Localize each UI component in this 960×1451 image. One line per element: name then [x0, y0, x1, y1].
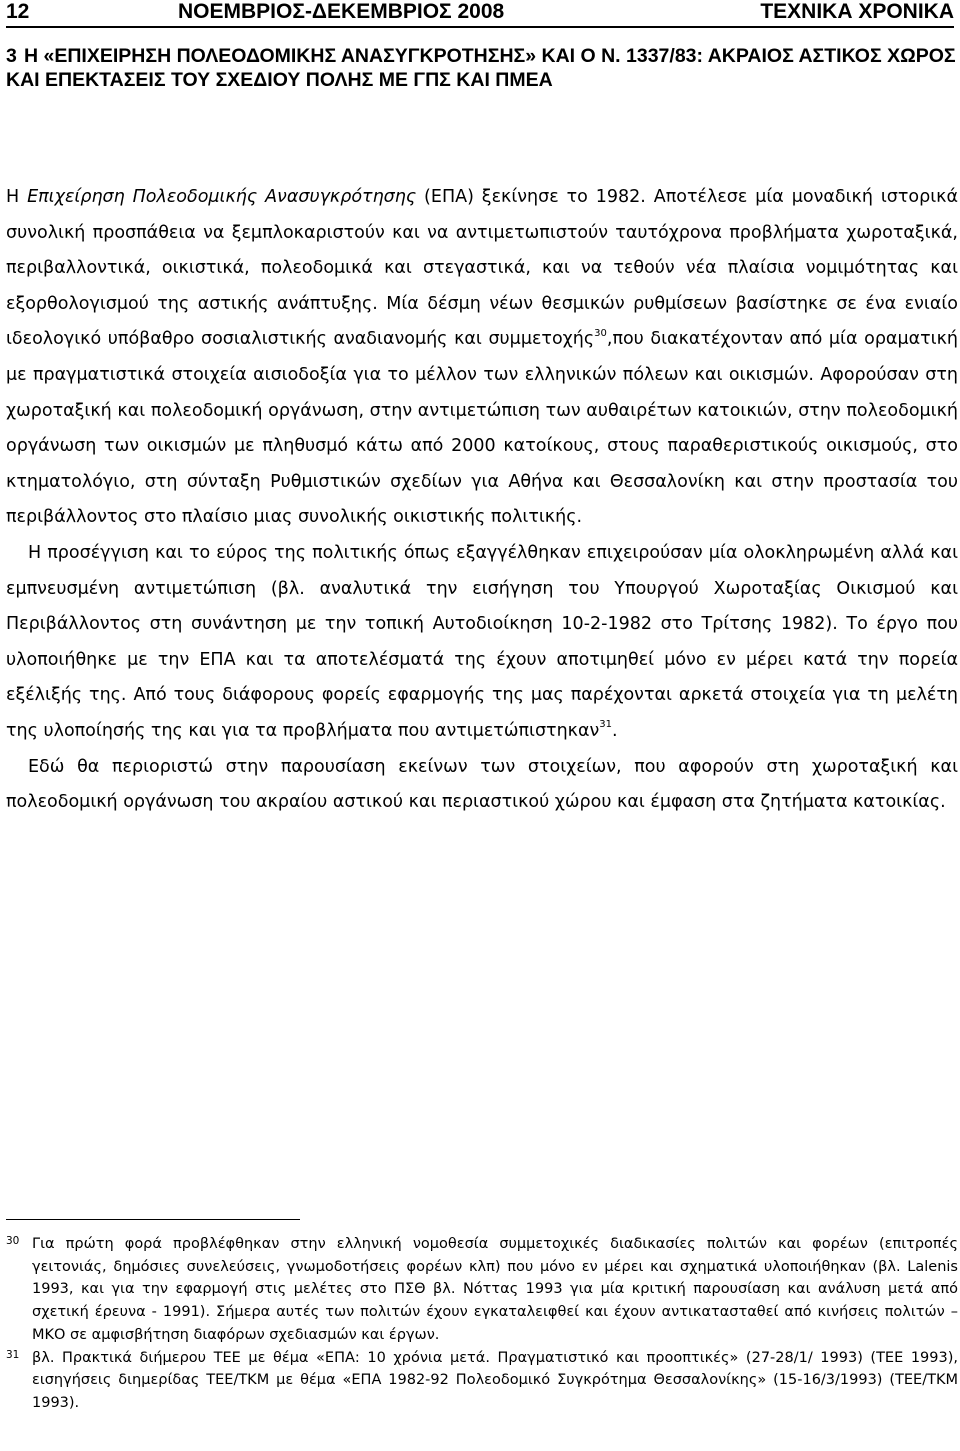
journal-title: ΤΕΧΝΙΚΑ ΧΡΟΝΙΚΑ: [760, 0, 954, 23]
footnotes: [6, 1233, 958, 1415]
paragraph-text: (ΕΠΑ) ξεκίνησε το 1982. Αποτέλεσε μία μοναδική ιστορικά συνολική προσπάθεια να ξεμπλοκαριστούν και να αντιμετωπιστούν ταυτόχρονα προβλήματα χωροταξικά, περιβαλλοντικά, οικιστικά, πολεοδομικά και στεγαστικά, και να τεθούν νέα πλαίσια νομιμότητας και εξορθολογισμού της αστικής ανάπτυξης. Μία δέσμη νέων θεσμικών ρυθμίσεων βασίστηκε σε ένα ενιαίο ιδεολογικό υπόβαθρο σοσιαλιστικής αναδιανομής και συμμετοχής: [6, 187, 958, 350]
footnote-text: βλ. Πρακτικά διήμερου ΤΕΕ με θέμα «ΕΠΑ: 10 χρόνια μετά. Πραγματιστικό και προοπτικές» (27-28/1/ 1993) (ΤΕΕ 1993), εισηγήσεις διημερίδας ΤΕΕ/ΤΚΜ με θέμα «ΕΠΑ 1982-92 Πολεοδομικό Συγκρότημα Θεσσαλονίκης» (15-16/3/1993) (ΤΕΕ/ΤΚΜ 1993).: [32, 1349, 958, 1411]
italic-term: Επιχείρηση Πολεοδομικής Ανασυγκρότησης: [27, 187, 417, 207]
section-heading: [6, 44, 956, 92]
header-rule: [6, 26, 954, 28]
footnote-separator: [6, 1219, 300, 1220]
section-number: 3: [6, 45, 17, 67]
paragraph-text: ,που διακατέχονταν από μία οραματική με πραγματιστικά στοιχεία αισιοδοξία για το μέλλον των ελληνικών πόλεων και οικισμών. Αφορούσαν στη χωροταξική και πολεοδομική οργάνωση, στην αντιμετώπιση των αυθαιρέτων κατοικιών, στην πολεοδομική οργάνωση των οικισμών με πληθυσμό κάτω από 2000 κατοίκους, στους παραθεριστικούς οικισμούς, στο κτηματολόγιο, στη σύνταξη Ρυθμιστικών σχεδίων για Αθήνα και Θεσσαλονίκη και στην προστασία του περιβάλλοντος στο πλαίσιο μιας συνολικής οικιστικής πολιτικής.: [6, 329, 958, 528]
footnote-ref[interactable]: 30: [594, 327, 607, 339]
footnote-ref[interactable]: 31: [599, 719, 613, 731]
paragraph-3: Εδώ θα περιοριστώ στην παρουσίαση εκείνων των στοιχείων, που αφορούν στη χωροταξική και πολεοδομική οργάνωση του ακραίου αστικού και περιαστικού χώρου και έμφαση στα ζητήματα κατοικίας.: [6, 756, 958, 813]
body-text: [6, 180, 958, 821]
section-title: Η «ΕΠΙΧΕΙΡΗΣΗ ΠΟΛΕΟΔΟΜΙΚΗΣ ΑΝΑΣΥΓΚΡΟΤΗΣΗΣ» ΚΑΙ Ο Ν. 1337/83: ΑΚΡΑΙΟΣ ΑΣΤΙΚΟΣ ΧΩΡΟΣ ΚΑΙ ΕΠΕΚΤΑΣΕΙΣ ΤΟΥ ΣΧΕΔΙΟΥ ΠΟΛΗΣ ΜΕ ΓΠΣ ΚΑΙ ΠΜΕΑ: [6, 45, 956, 91]
footnote-marker: 31: [6, 1348, 20, 1361]
footnote: [6, 1347, 958, 1415]
footnote-text: Για πρώτη φορά προβλέφθηκαν στην ελληνική νομοθεσία συμμετοχικές διαδικασίες πολιτών και φορέων (επιτροπές γειτονιάς, δημόσιες συνελεύσεις, γνωμοδοτήσεις φορέων κλπ) που μόνο εν μέρει και σχηματικά υλοποιήθηκαν (βλ. Lalenis 1993, και για την εφαρμογή στις μελέτες στο ΠΣΘ βλ. Νόττας 1993 για μία κριτική παρουσίαση και ανάλυση μετά από σχετική έρευνα - 1991). Σήμερα αυτές των πολιτών έχουν εγκαταλειφθεί και έχουν αντικατασταθεί από κινήσεις πολιτών – ΜΚΟ σε αμφισβήτηση διαφόρων σχεδιασμών και έργων.: [32, 1236, 958, 1343]
paragraph-text: Η: [6, 187, 28, 207]
page-number: 12: [6, 0, 30, 23]
paragraph-text: Η προσέγγιση και το εύρος της πολιτικής όπως εξαγγέλθηκαν επιχειρούσαν μία ολοκληρωμένη αλλά και εμπνευσμένη αντιμετώπιση (βλ. αναλυτικά την εισήγηση του Υπουργού Χωροταξίας Οικισμού και Περιβάλλοντος στη συνάντηση με την τοπική Αυτοδιοίκηση 10-2-1982 στο Τρίτσης 1982). Το έργο που υλοποιήθηκε με την ΕΠΑ και τα αποτελέσματά της έχουν αποτιμηθεί μόνο εν μέρει κατά την πορεία εξέλιξής της. Από τους διάφορους φορείς εφαρμογής της μας παρέχονται αρκετά στοιχεία για τη μελέτη της υλοποίησής της και για τα προβλήματα που αντιμετώπιστηκαν: [6, 542, 958, 741]
footnote-marker: 30: [6, 1235, 20, 1247]
footnote: [6, 1233, 958, 1347]
issue-date: ΝΟΕΜΒΡΙΟΣ-ΔΕΚΕΜΒΡΙΟΣ 2008: [178, 0, 505, 23]
paragraph-1: [6, 180, 958, 536]
paragraph-2: [6, 536, 958, 750]
running-header: [6, 0, 954, 24]
paragraph-text: .: [612, 720, 618, 741]
